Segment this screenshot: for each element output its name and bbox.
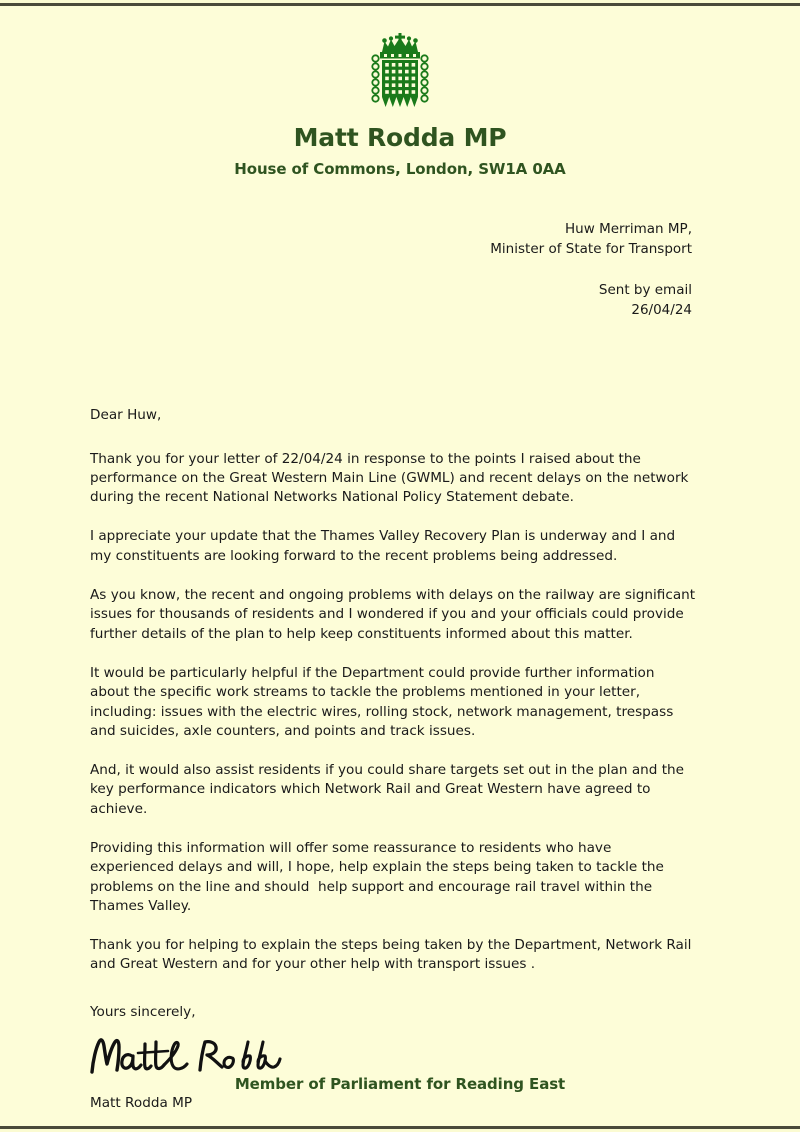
letter-paragraph: Thank you for helping to explain the steps being taken by the Department, Network Rail and Great Western and for your other help with transport issues . (90, 937, 696, 973)
recipient-block (0, 220, 800, 259)
letter-paragraph: And, it would also assist residents if you could share targets set out in the plan and the key performance indicators which Network Rail and Great Western have agreed to achieve. (90, 762, 689, 817)
page-top-rule (0, 3, 800, 6)
letter-paragraph: I appreciate your update that the Thames Valley Recovery Plan is underway and I and my constituents are looking forward to the recent problems being addressed. (90, 528, 680, 564)
page-bottom-rule (0, 1126, 800, 1129)
salutation: Dear Huw, (90, 407, 162, 424)
letter-paragraph: As you know, the recent and ongoing problems with delays on the railway are significant issues for thousands of residents and I wondered if you and your officials could provide further details of the plan to help keep constituents informed about this matter. (90, 587, 700, 642)
letter-body (0, 406, 800, 1113)
letter-sheet (0, 3, 800, 1129)
letter-paragraph: Providing this information will offer some reassurance to residents who have experienced delays and will, I hope, help explain the steps being taken to tackle the problems on the line and should help support and encourage rail travel within the Thames Valley. (90, 840, 669, 914)
closing-salutation: Yours sincerely, (90, 1003, 196, 1020)
recipient-title: Minister of State for Transport (490, 240, 692, 257)
sent-method: Sent by email (598, 282, 692, 299)
crowned-portcullis-icon (358, 33, 442, 111)
sent-date: 26/04/24 (631, 301, 692, 318)
letterhead-address: House of Commons, London, SW1A 0AA (234, 160, 566, 178)
footer-constituency: Member of Parliament for Reading East (234, 1075, 566, 1093)
sending-block (0, 281, 800, 320)
letterhead-name: Matt Rodda MP (293, 123, 507, 152)
letter-paragraph: It would be particularly helpful if the Department could provide further information about the specific work streams to tackle the problems mentioned in your letter, including: issues with the electric wires, rolling stock, network management, trespass and suicides, axle counters, and points and track issues. (90, 664, 678, 739)
signer-name: Matt Rodda MP (90, 1095, 193, 1112)
letterhead (0, 3, 800, 178)
letter-paragraph: Thank you for your letter of 22/04/24 in response to the points I raised about the performance on the Great Western Main Line (GWML) and recent delays on the network during the recent National Networks National Policy Statement debate. (90, 450, 693, 506)
recipient-name: Huw Merriman MP, (565, 221, 692, 237)
